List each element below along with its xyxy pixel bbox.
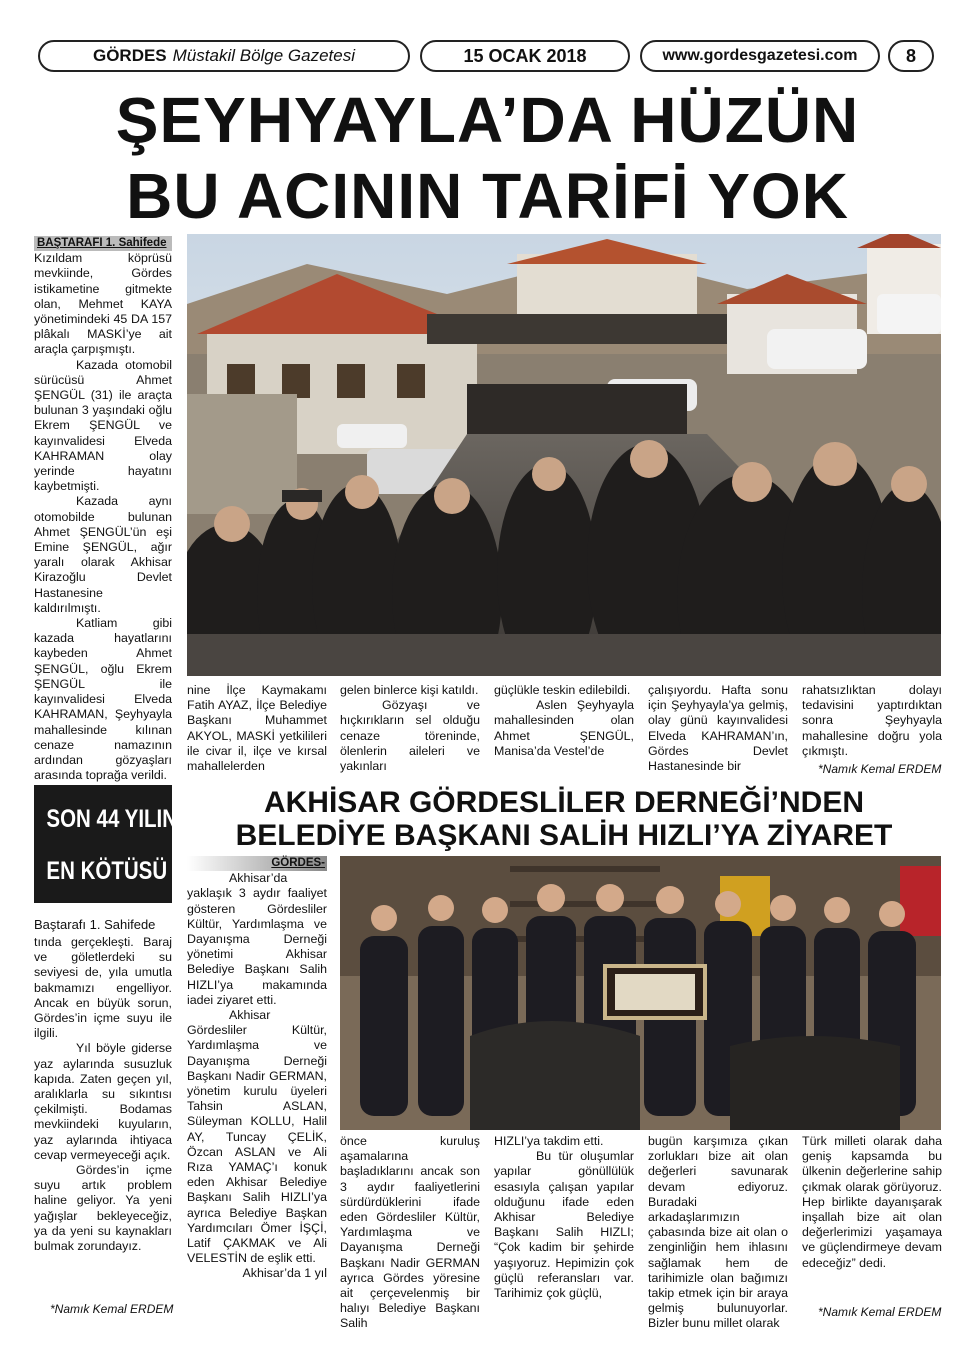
story3-headline-line1: AKHİSAR GÖRDESLİLER DERNEĞİ’NDEN xyxy=(263,786,865,819)
funeral-photo xyxy=(187,234,941,676)
story1-paragraph: Kazada aynı otomobilde bulunan Ahmet ŞENGÜL’ün eşi Emine ŞENGÜL, ağır yaralı olarak Akhisar Kirazoğlu Devlet Hastanesine kaldırılmıştı. xyxy=(34,494,172,615)
story1-paragraph: rahatsızlıktan dolayı tedavisini yaptırdıktan sonra Şeyhyayla mahallesine doğru yola çıkmıştı. xyxy=(802,683,942,758)
story2-paragraph: Yıl böyle giderse yaz aylarında susuzluk kapıda. Zaten geçen yıl, aralıklarla su sıkıntısı çekilmişti. Bodamas mevkiindeki kuyuların, yaz aylarında ihtiyaca cevap vermeyeceği açık. xyxy=(34,1041,172,1162)
issue-date: 15 OCAK 2018 xyxy=(463,45,587,66)
story1-paragraph: Kızıldam köprüsü mevkiinde, Gördes istikametine gitmekte olan, Mehmet KAYA yönetimindeki 45 DA 157 plâkalı MASKİ’ye ait araçla çarpışmıştı. xyxy=(34,251,172,357)
story3-kicker-text: GÖRDES- xyxy=(271,857,325,869)
story3-paragraph: Bu tür oluşumlar yapılar gönüllülük esasıyla çalışan yapılar olduğunu ifade eden Akhisar Belediye Başkanı Salih HIZLI; “Çok kadim bir şehirde yaşıyoruz. Hepimizin çok güçlü referansları var. Tarihimiz çok güçlü, xyxy=(494,1149,634,1301)
story1-signature: *Namık Kemal ERDEM xyxy=(818,762,942,776)
story1-paragraph: nine İlçe Kaymakamı Fatih AYAZ, İlçe Belediye Başkanı Muhammet AKYOL, MASKİ yetkilileri ile civar il, ilçe ve kırsal mahallelerden xyxy=(187,683,327,774)
website-pill[interactable] xyxy=(640,40,880,72)
story3-column-3 xyxy=(494,1134,634,1301)
story1-paragraph: Gözyaşı ve hıçkırıkların sel olduğu cenaze töreninde, ölenlerin aileleri ve yakınları xyxy=(340,698,480,774)
story1-paragraph: gelen binlerce kişi katıldı. xyxy=(340,683,479,697)
story3-paragraph: Akhisar Gördesliler Kültür, Yardımlaşma ve Dayanışma Derneği Başkanı Nadir GERMAN, yönetim kurulu üyeleri Tahsin ASLAN, Süleyman KOLLU, Halil AY, Tuncay ÇELİK, Özcan ASLAN ve Ali Rıza YAMAÇ’ı konuk eden Akhisar Belediye Başkanı Salih HIZLI’ya ayrıca Belediye Başkan Yardımcıları Ömer İŞÇİ, Latif ÇAKMAK ve Ali VELESTİN de eşlik etti. xyxy=(187,1008,327,1266)
story1-column-6 xyxy=(802,683,942,759)
story3-kicker xyxy=(187,856,327,871)
website-link[interactable]: www.gordesgazetesi.com xyxy=(662,47,858,64)
story2-headline-box xyxy=(34,785,178,903)
date-pill xyxy=(420,40,630,72)
story1-headline-line1: ŞEYHYAYLA’DA HÜZÜN xyxy=(115,84,860,156)
story1-column-4 xyxy=(494,683,634,759)
story3-paragraph: bugün karşımıza çıkan zorlukları bize ait olan değerleri savunarak devam ediyoruz. Buradaki arkadaşlarımızın çabasında bize ait olan o zenginliğin hem ihlasını sağlamak hem de tarihimizle olan bağımızı takip etmek için bir araya gelmiş bulunuyorlar. Bizler bunu millet olarak xyxy=(648,1134,788,1331)
story1-paragraph: Aslen Şeyhyayla mahallesinden olan Ahmet ŞENGÜL, Manisa’da Vestel’de xyxy=(494,698,634,758)
story3-signature: *Namık Kemal ERDEM xyxy=(818,1305,942,1319)
page-number: 8 xyxy=(905,45,916,66)
page-number-pill xyxy=(888,40,934,72)
story3-paragraph: HIZLI’ya takdim etti. xyxy=(494,1134,604,1148)
story2-kicker: Baştarafı 1. Sahifede xyxy=(34,917,156,932)
story3-column-1 xyxy=(187,856,327,1282)
story1-column-2 xyxy=(187,683,327,774)
story3-paragraph: önce kuruluş aşamalarına başladıklarını ancak son 3 aydır faaliyetlerini sürdürdüklerini ifade eden Gördesliler Kültür, Yardımlaşma ve Dayanışma Derneği Başkanı Nadir GERMAN ayrıca Gördes yöresine ait çerçevelenmiş bir halıyı Belediye Başkanı Salih xyxy=(340,1134,480,1331)
story3-column-4 xyxy=(648,1134,788,1332)
story3-paragraph: Akhisar’da yaklaşık 3 aydır faaliyet gösteren Gördesliler Kültür, Yardımlaşma ve Dayanışma Derneği yönetimi Akhisar Belediye Başkanı Salih HIZLI’ya makamında iadei ziyaret etti. xyxy=(187,871,327,1007)
story1-kicker: BAŞTARAFI 1. Sahifede xyxy=(34,236,172,251)
story3-paragraph: Türk milleti olarak daha geniş kapsamda bu ülkenin değerlerine sahip çıkmak olarak görüyoruz. Hep birlikte dayanışarak inşallah bize ait olan değerlerimizi yaşamaya ve güçlendirmeye devam edeceğiz” dedi. xyxy=(802,1134,942,1270)
story2-paragraph: Gördes’in içme suyu artık problem haline geliyor. Ya yeni yağışlar bekleyeceğiz, ya da yeni su kaynakları bulmak zorundayız. xyxy=(34,1163,172,1254)
story1-paragraph: güçlükle teskin edilebildi. xyxy=(494,683,631,697)
masthead-pill xyxy=(38,40,410,72)
story1-column-5 xyxy=(648,683,788,774)
visit-photo-image xyxy=(340,856,941,1130)
paper-subtitle: Müstakil Bölge Gazetesi xyxy=(172,46,356,65)
story3-headline-line2: BELEDİYE BAŞKANI SALİH HIZLI’YA ZİYARET xyxy=(235,819,893,852)
story1-paragraph: çalışıyordu. Hafta sonu için Şeyhyayla’ya gelmiş, olay günü kayınvalidesi Elveda KAHRAMAN’ın, Gördes Devlet Hastanesinde bir xyxy=(648,683,788,774)
story2-column xyxy=(34,915,172,1254)
story1-paragraph: Katliam gibi kazada hayatlarını kaybeden Ahmet ŞENGÜL, oğlu Ekrem ŞENGÜL ile kayınvalidesi Elveda KAHRAMAN, Şeyhyayla mahallesinde kılınan cenaze namazının ardından gözyaşları arasında toprağa verildi. xyxy=(34,616,172,783)
story2-headline-line1: SON 44 YILIN xyxy=(46,805,178,833)
story1-paragraph: Kazada otomobil sürücüsü Ahmet ŞENGÜL (31) ile araçta bulunan 3 yaşındaki oğlu Ekrem ŞENGÜL ve kayınvalidesi Elveda KAHRAMAN olay yerinde hayatını kaybetmişti. xyxy=(34,357,172,494)
story1-column-3 xyxy=(340,683,480,774)
story3-column-2 xyxy=(340,1134,480,1332)
story1-headline-line2: BU ACININ TARİFİ YOK xyxy=(126,160,849,232)
story2-signature: *Namık Kemal ERDEM xyxy=(50,1302,174,1316)
story3-column-5 xyxy=(802,1134,942,1271)
story1-column-1 xyxy=(34,236,172,799)
paper-name: GÖRDES xyxy=(92,46,167,65)
visit-photo xyxy=(340,856,941,1130)
funeral-photo-image xyxy=(187,234,941,676)
story3-paragraph: Akhisar’da 1 yıl xyxy=(242,1266,327,1281)
story2-headline-line2: EN KÖTÜSÜ xyxy=(46,857,168,885)
story2-paragraph: tında gerçekleşti. Baraj ve göletlerdeki su seviyesi de, yıla umutla bakmamızı engelliyor. Ancak en büyük sorun, Gördes’in içme suyu ile ilgili. xyxy=(34,935,172,1041)
